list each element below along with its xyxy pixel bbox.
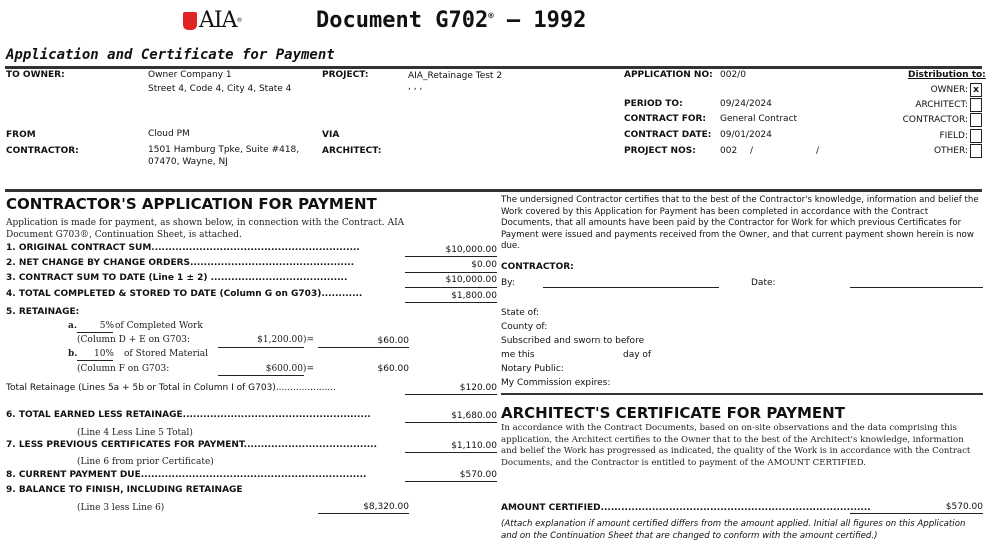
line8-underline xyxy=(405,481,497,482)
notary-divider xyxy=(501,393,983,395)
dist-architect-checkbox[interactable] xyxy=(970,98,982,112)
dist-other-label: OTHER: xyxy=(933,146,968,156)
date-label: Date: xyxy=(751,278,776,288)
line5b-letter: b. xyxy=(68,349,78,359)
line9-label: 9. BALANCE TO FINISH, INCLUDING RETAINAGE xyxy=(6,485,243,495)
date-field[interactable] xyxy=(850,287,983,288)
cert-contractor-label: CONTRACTOR: xyxy=(501,262,574,272)
line3-label: 3. CONTRACT SUM TO DATE (Line 1 ± 2) ........................................ xyxy=(6,273,348,283)
distribution-title: Distribution to: xyxy=(908,70,986,80)
aia-logo-text: AIA xyxy=(199,8,237,33)
contract-for-label: CONTRACT FOR: xyxy=(624,114,707,124)
line4-value: $1,800.00 xyxy=(451,291,497,301)
line6-underline xyxy=(405,422,497,423)
contractor-address-1: 1501 Hamburg Tpke, Suite #418, xyxy=(148,145,300,155)
form-title: Application and Certificate for Payment xyxy=(6,47,335,63)
project-nos-label: PROJECT NOS: xyxy=(624,146,696,156)
line5a-desc: of Completed Work xyxy=(115,321,203,331)
line1-value: $10,000.00 xyxy=(445,245,497,255)
line2-value: $0.00 xyxy=(471,260,497,270)
line5-label: 5. RETAINAGE: xyxy=(6,307,80,317)
line2-label: 2. NET CHANGE BY CHANGE ORDERS................................................ xyxy=(6,258,355,268)
project-label: PROJECT: xyxy=(322,70,369,80)
line5b-base-underline xyxy=(218,375,304,376)
contractor-address-2: 07470, Wayne, NJ xyxy=(148,157,228,167)
line6-value: $1,680.00 xyxy=(451,411,497,421)
line5b-pct-underline xyxy=(77,360,113,361)
amount-certified-underline xyxy=(850,513,983,514)
line5a-base-underline xyxy=(218,347,304,348)
by-signature-field[interactable] xyxy=(543,287,719,288)
dist-other-checkbox[interactable] xyxy=(970,144,982,158)
sworn-label: Subscribed and sworn to before xyxy=(501,336,645,346)
aia-emblem-icon xyxy=(183,12,197,30)
line5b-value: $60.00 xyxy=(377,364,409,374)
line5b-desc: of Stored Material xyxy=(124,349,209,359)
line8-value: $570.00 xyxy=(459,470,497,480)
commission-label: My Commission expires: xyxy=(501,378,611,388)
dist-field-label: FIELD: xyxy=(939,131,968,141)
via-label: VIA xyxy=(322,130,340,140)
dist-contractor-label: CONTRACTOR: xyxy=(902,115,968,125)
dist-owner-checkbox[interactable]: x xyxy=(970,83,982,97)
line5a-letter: a. xyxy=(68,321,77,331)
line5b-column: (Column F on G703: xyxy=(77,364,170,374)
project-nos-sep-1: / xyxy=(750,146,754,156)
project-name: AIA_Retainage Test 2 xyxy=(408,71,503,81)
contract-date: 09/01/2024 xyxy=(720,130,772,140)
amount-certified-value: $570.00 xyxy=(945,502,983,512)
line6-note: (Line 4 Less Line 5 Total) xyxy=(77,428,193,438)
line1-label: 1. ORIGINAL CONTRACT SUM............................................................. xyxy=(6,243,360,253)
to-owner-label: TO OWNER: xyxy=(6,70,65,80)
total-retainage-label: Total Retainage (Lines 5a + 5b or Total in Column I of G703)..................... xyxy=(6,383,336,393)
owner-address: Street 4, Code 4, City 4, State 4 xyxy=(148,84,292,94)
line8-label: 8. CURRENT PAYMENT DUE.................................................................. xyxy=(6,470,367,480)
document-title: Document G702® – 1992 xyxy=(316,8,587,33)
me-this-label: me this xyxy=(501,350,535,360)
total-retainage-underline xyxy=(405,394,497,395)
contractor-label: CONTRACTOR: xyxy=(6,146,79,156)
line3-value: $10,000.00 xyxy=(445,275,497,285)
contractor-name: Cloud PM xyxy=(148,129,190,139)
section-divider xyxy=(5,189,982,192)
architect-cert-text: In accordance with the Contract Documents, based on on-site observations and the data comprising this application, the Architect certifies to the Owner that to the best of the Architect's knowledge, information and belief the Work has progressed as indicated, the quality of the Work is in accordance with the Contract Documents, and the Contractor is entitled to payment of the AMOUNT CERTIFIED. xyxy=(501,423,971,468)
line1-underline xyxy=(405,256,497,257)
dist-contractor-checkbox[interactable] xyxy=(970,113,982,127)
registered-mark: ® xyxy=(236,17,243,24)
line5a-value: $60.00 xyxy=(377,336,409,346)
line7-value: $1,110.00 xyxy=(451,441,497,451)
project-address: , , , xyxy=(408,82,423,92)
line2-underline xyxy=(405,272,497,273)
from-label: FROM xyxy=(6,130,36,140)
line5b-base: $600.00)= xyxy=(265,364,314,374)
line9-underline xyxy=(318,513,409,514)
line9-value: $8,320.00 xyxy=(363,502,409,512)
line3-underline xyxy=(405,287,497,288)
project-nos-1: 002 xyxy=(720,146,738,156)
amount-certified-label: AMOUNT CERTIFIED............................................................................... xyxy=(501,503,871,513)
contract-for: General Contract xyxy=(720,114,798,124)
total-retainage-value: $120.00 xyxy=(459,383,497,393)
line5a-pct: 5% xyxy=(99,321,114,331)
line5a-column: (Column D + E on G703: xyxy=(77,335,191,345)
application-no-label: APPLICATION NO: xyxy=(624,70,713,80)
line9-note: (Line 3 less Line 6) xyxy=(77,503,165,513)
line4-label: 4. TOTAL COMPLETED & STORED TO DATE (Column G on G703)............ xyxy=(6,289,363,299)
dist-architect-label: ARCHITECT: xyxy=(915,100,968,110)
line5a-base: $1,200.00)= xyxy=(257,335,314,345)
day-of-label: day of xyxy=(623,350,652,360)
application-no: 002/0 xyxy=(720,70,746,80)
project-nos-sep-2: / xyxy=(816,146,820,156)
aia-logo xyxy=(183,8,242,33)
line5b-pct: 10% xyxy=(93,349,114,359)
contractor-app-intro-1: Application is made for payment, as shown below, in connection with the Contract. AIA xyxy=(6,218,405,228)
dist-owner-label: OWNER: xyxy=(930,85,968,95)
amount-certified-note: (Attach explanation if amount certified differs from the amount applied. Initial all figures on this Application and on the Continuation Sheet that are changed to conform with the amount certified.) xyxy=(501,519,966,541)
line4-underline xyxy=(405,302,497,303)
contractor-app-title: CONTRACTOR'S APPLICATION FOR PAYMENT xyxy=(6,195,377,213)
state-label: State of: xyxy=(501,308,540,318)
architect-label: ARCHITECT: xyxy=(322,146,382,156)
line6-label: 6. TOTAL EARNED LESS RETAINAGE....................................................... xyxy=(6,410,371,420)
period-to: 09/24/2024 xyxy=(720,99,772,109)
owner-name: Owner Company 1 xyxy=(148,70,232,80)
period-to-label: PERIOD TO: xyxy=(624,99,683,109)
by-label: By: xyxy=(501,278,515,288)
header-divider xyxy=(5,66,982,69)
county-label: County of: xyxy=(501,322,548,332)
line7-label: 7. LESS PREVIOUS CERTIFICATES FOR PAYMENT....................................... xyxy=(6,440,377,450)
line5a-pct-underline xyxy=(77,332,113,333)
certification-text: The undersigned Contractor certifies that to the best of the Contractor's knowledge, information and belief the Work covered by this Application for Payment has been completed in accordance with the Contract Documents, that all amounts have been paid by the Contractor for Work for which previous Certificates for Payment were issued and payments received from the Owner, and that current payment shown herein is now due. xyxy=(501,195,979,251)
line5a-value-underline xyxy=(318,347,409,348)
dist-field-checkbox[interactable] xyxy=(970,129,982,143)
line7-underline xyxy=(405,452,497,453)
line7-note: (Line 6 from prior Certificate) xyxy=(77,457,214,467)
architect-cert-title: ARCHITECT'S CERTIFICATE FOR PAYMENT xyxy=(501,404,845,422)
notary-label: Notary Public: xyxy=(501,364,564,374)
contractor-app-intro-2: Document G703®, Continuation Sheet, is attached. xyxy=(6,230,242,240)
contract-date-label: CONTRACT DATE: xyxy=(624,130,712,140)
